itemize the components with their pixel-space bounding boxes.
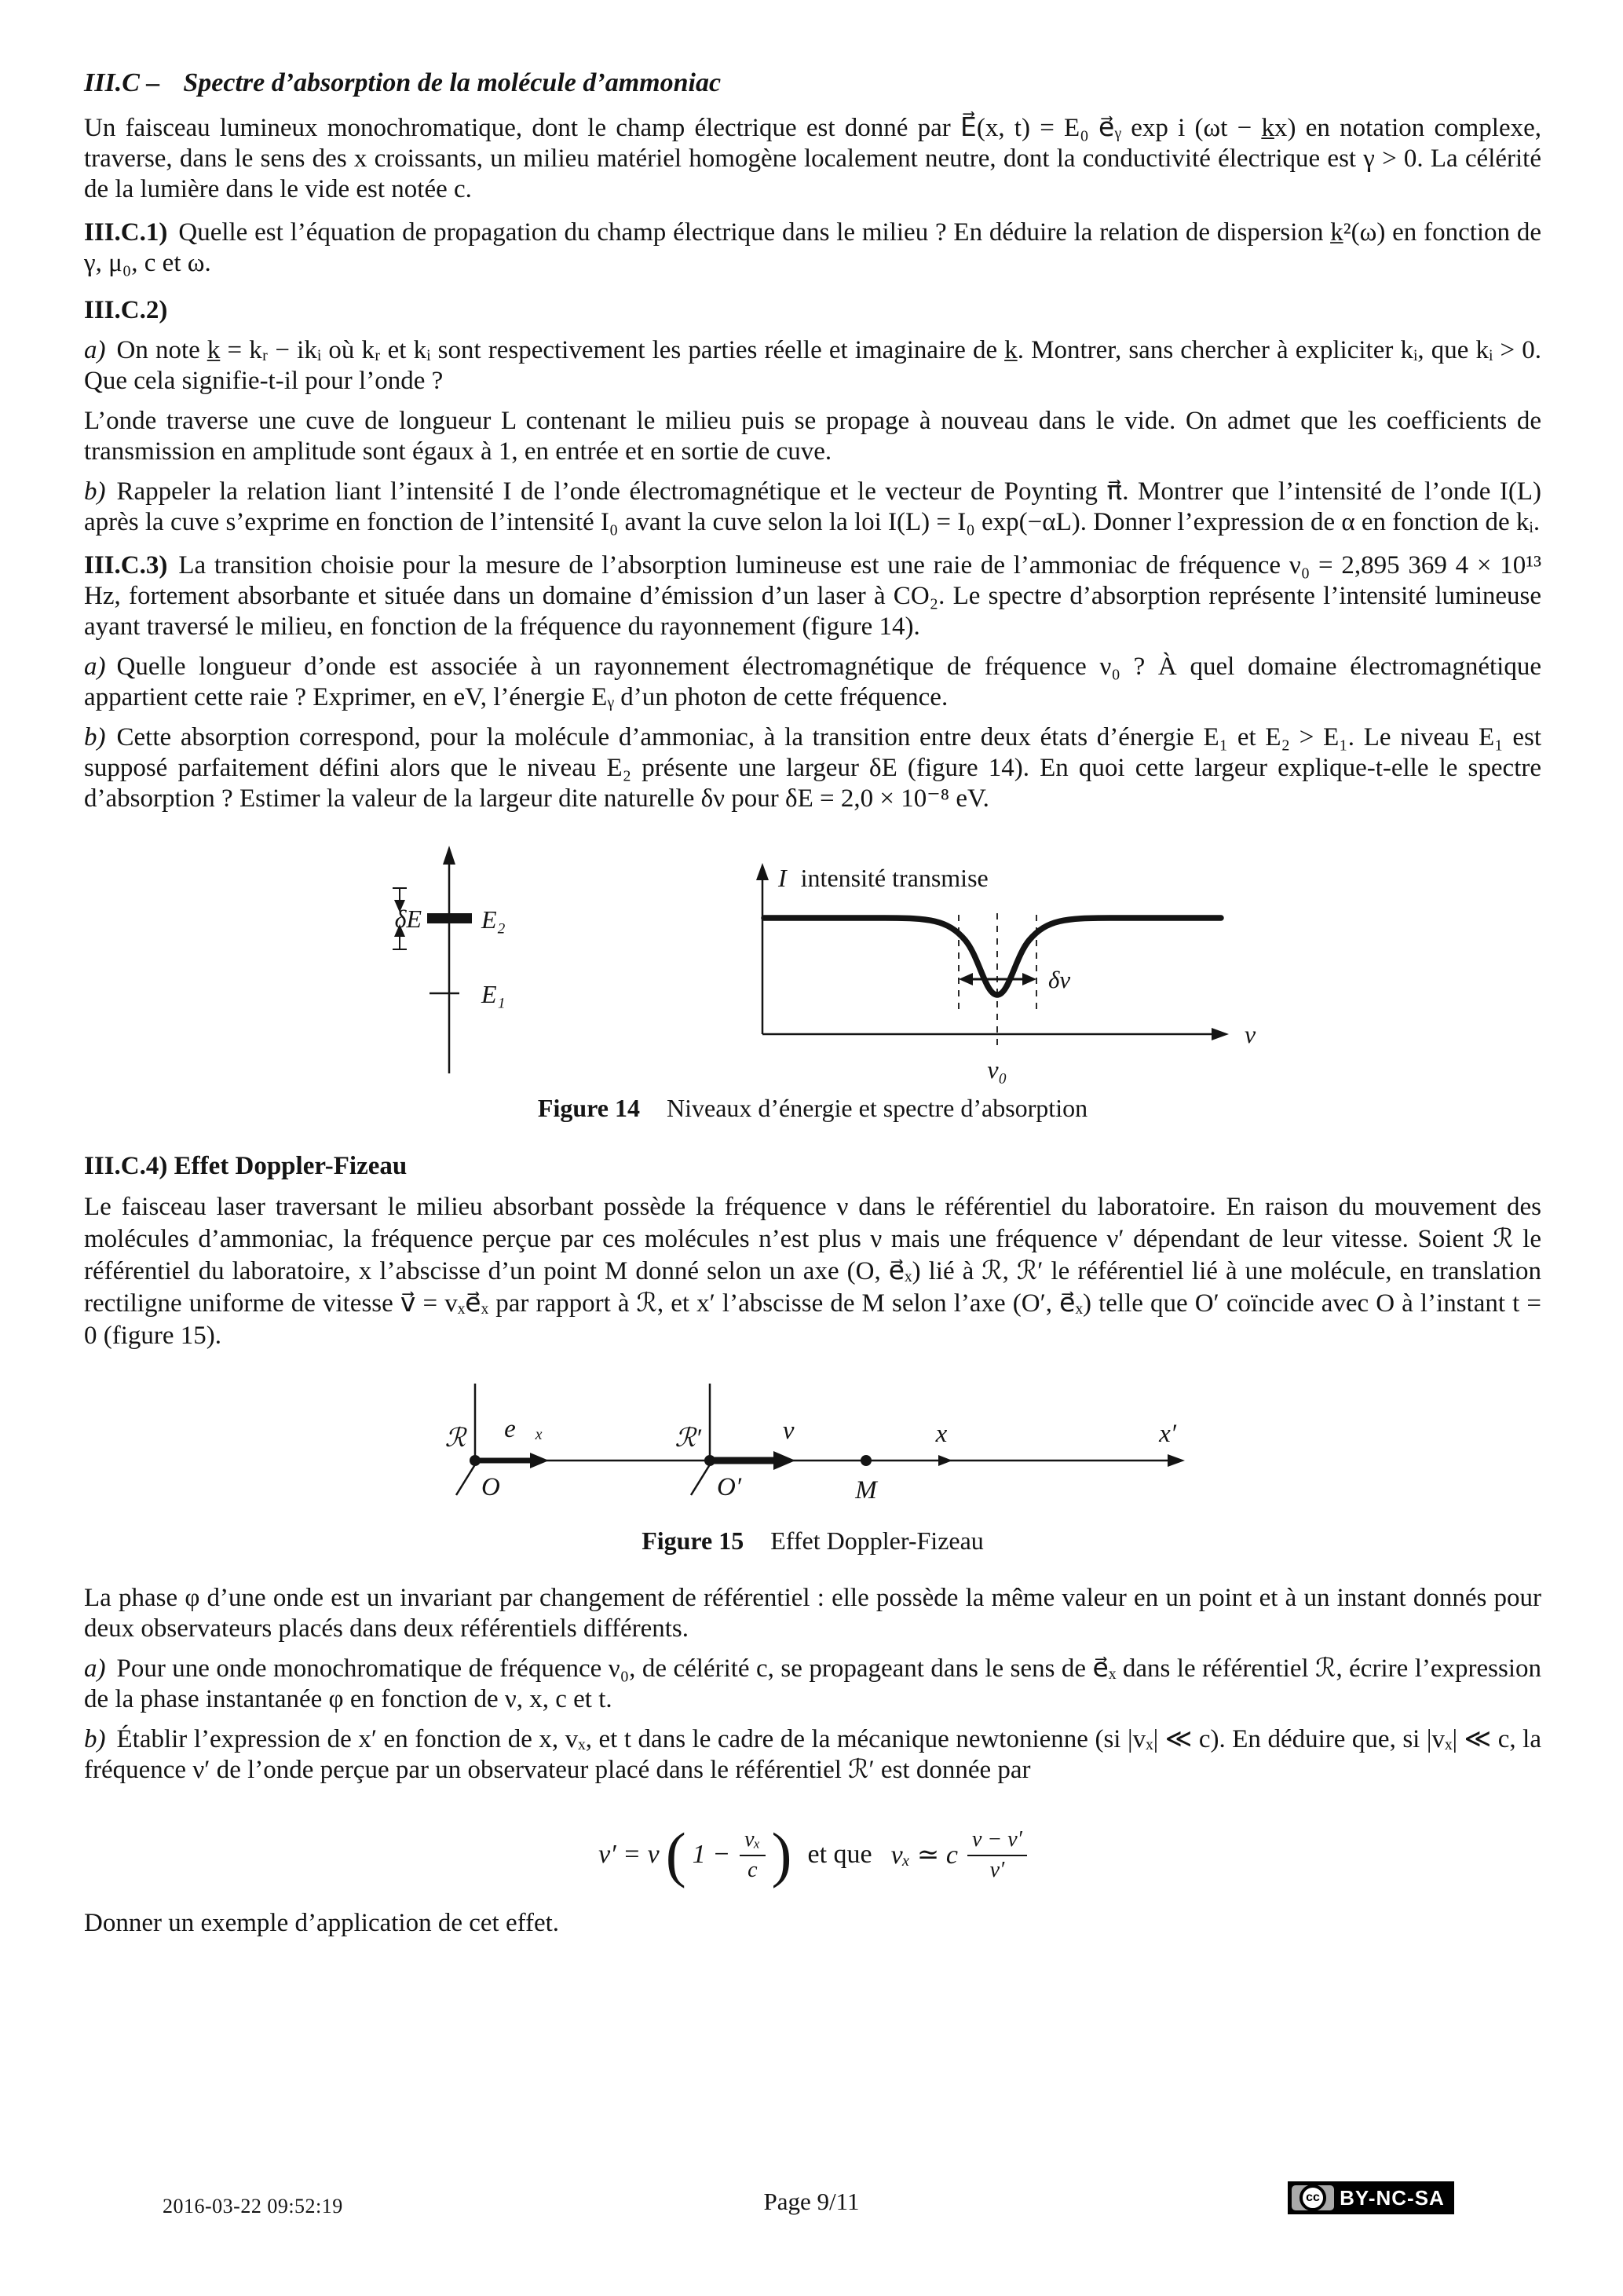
formula-fraction-nu bbox=[967, 1827, 1027, 1882]
figure-15-diagram bbox=[84, 1379, 1541, 1520]
label-frame-R: ℛ bbox=[444, 1424, 466, 1453]
question-III-C-4a bbox=[84, 1654, 1541, 1715]
origin-O-prime-slash bbox=[691, 1462, 711, 1495]
axis-x bbox=[473, 1454, 1185, 1467]
label-nu-axis: ν bbox=[1245, 1020, 1256, 1048]
question-III-C-3 bbox=[84, 550, 1541, 642]
question-III-C-3a bbox=[84, 652, 1541, 713]
formula-connector: et que bbox=[807, 1840, 872, 1869]
fraction-denominator: c bbox=[748, 1857, 758, 1882]
figure-15-caption bbox=[84, 1525, 1541, 1556]
figure-14-caption bbox=[84, 1092, 1541, 1124]
formula-open-paren: ( bbox=[665, 1819, 686, 1888]
section-number: III.C – bbox=[84, 68, 160, 97]
label-deltaE: δE bbox=[394, 905, 422, 933]
label-O-prime: O′ bbox=[717, 1473, 742, 1501]
deltaNu-left-arrowhead-icon bbox=[959, 973, 973, 985]
label-x-prime: x′ bbox=[1159, 1420, 1176, 1448]
label-intensity-axis: I intensité transmise bbox=[778, 864, 989, 892]
origin-O-slash bbox=[456, 1462, 477, 1495]
x-axis-arrowhead-icon bbox=[1168, 1454, 1185, 1467]
figure-15 bbox=[84, 1379, 1541, 1556]
question-text: La transition choisie pour la mesure de l’absorption lumineuse est une raie de l’ammoniac de fréquence ν₀ = 2,895 369 4 × 10¹³ Hz, fortement absorbante et située dans un domaine d’émission d’un laser à CO₂. Le spectre d’absorption représente l’intensité lumineuse ayant traversé le milieu, en fonction de la fréquence du rayonnement (figure 14). bbox=[84, 551, 1541, 641]
label-ex-vector: e⃗ₓ bbox=[504, 1415, 543, 1443]
subquestion-text: Cette absorption correspond, pour la molécule d’ammoniac, à la transition entre deux états d’énergie E₁ et E₂ > E₁. Le niveau E₁ est supposé parfaitement défini alors que le niveau E₂ présente une largeur δE (figure 14). En quoi cette largeur explique-t-elle le spectre d’absorption ? Estimer la valeur de la largeur dite naturelle δν pour δE = 2,0 × 10⁻⁸ eV. bbox=[84, 723, 1541, 813]
paragraph-intro: Un faisceau lumineux monochromatique, dont le champ électrique est donné par E⃗(x, t) = E₀ e⃗ᵧ exp i (ωt − k̲x) en notation complexe, traverse, dans le sens des x croissants, un milieu matériel homogène localement neutre, dont la conductivité électrique est γ > 0. La célérité de la lumière dans le vide est notée c. bbox=[84, 114, 1541, 203]
x-direction-arrowhead-icon bbox=[938, 1455, 952, 1466]
question-heading-text: Effet Doppler-Fizeau bbox=[174, 1152, 408, 1180]
figure-14-diagram bbox=[84, 844, 1541, 1088]
intensity-axis-arrowhead-icon bbox=[756, 863, 769, 880]
figure-14-caption-text: Niveaux d’énergie et spectre d’absorption bbox=[666, 1094, 1088, 1122]
figure-15-caption-label: Figure 15 bbox=[642, 1526, 744, 1555]
figure-15-caption-text: Effet Doppler-Fizeau bbox=[770, 1526, 984, 1555]
frequency-axis-arrowhead-icon bbox=[1212, 1028, 1229, 1040]
question-III-C-2-heading: III.C.2) bbox=[84, 296, 168, 324]
formula-rhs: vₓ ≃ c bbox=[890, 1841, 958, 1870]
subquestion-letter: a) bbox=[84, 336, 106, 364]
footer-timestamp: 2016-03-22 09:52:19 bbox=[163, 2195, 343, 2217]
question-number: III.C.1) bbox=[84, 218, 168, 247]
fraction-denominator: ν′ bbox=[989, 1857, 1005, 1882]
question-III-C-1 bbox=[84, 218, 1541, 279]
label-E2: E₂ bbox=[481, 905, 506, 934]
label-frame-R-prime: ℛ′ bbox=[674, 1424, 701, 1453]
level-E2-band bbox=[427, 913, 472, 923]
formula-close-paren: ) bbox=[771, 1819, 792, 1888]
question-number: III.C.4) bbox=[84, 1152, 168, 1180]
question-III-C-2a bbox=[84, 335, 1541, 397]
subquestion-letter: b) bbox=[84, 1725, 106, 1753]
fraction-numerator: ν − ν′ bbox=[967, 1827, 1027, 1855]
question-text: Quelle est l’équation de propagation du champ électrique dans le milieu ? En déduire la relation de dispersion k̲²(ω) en fonction de γ, μ₀, c et ω. bbox=[84, 218, 1541, 277]
subquestion-letter: b) bbox=[84, 477, 106, 506]
cc-logo-panel bbox=[1292, 2185, 1334, 2210]
footer-page-number: Page 9/11 bbox=[763, 2188, 860, 2215]
question-III-C-3b bbox=[84, 722, 1541, 814]
subquestion-text: Quelle longueur d’onde est associée à un rayonnement électromagnétique de fréquence ν₀ ? À quel domaine électromagnétique appartient cette raie ? Exprimer, en eV, l’énergie Eᵧ d’un photon de cette fréquence. bbox=[84, 653, 1541, 711]
v-vector-arrowhead-icon bbox=[773, 1451, 795, 1470]
page-content bbox=[84, 0, 1541, 1939]
absorption-curve bbox=[764, 918, 1221, 995]
point-M-dot bbox=[861, 1455, 872, 1466]
fraction-numerator: vₓ bbox=[740, 1827, 765, 1855]
cc-license-badge bbox=[1288, 2181, 1454, 2214]
label-x: x bbox=[935, 1420, 948, 1448]
paragraph-phase-invariant: La phase φ d’une onde est un invariant par changement de référentiel : elle possède la même valeur en un point et à un instant donnés pour deux observateurs placés dans deux référentiels différents. bbox=[84, 1584, 1541, 1643]
label-nu0: ν₀ bbox=[987, 1055, 1007, 1084]
subquestion-letter: a) bbox=[84, 653, 106, 681]
figure-14-caption-label: Figure 14 bbox=[537, 1094, 640, 1122]
subquestion-text: Pour une onde monochromatique de fréquence ν₀, de célérité c, se propageant dans le sens de e⃗ₓ dans le référentiel ℛ, écrire l’expression de la phase instantanée φ en fonction de ν, x, c et t. bbox=[84, 1654, 1541, 1713]
label-v-vector: v⃗ bbox=[782, 1417, 815, 1445]
paragraph-doppler-intro: Le faisceau laser traversant le milieu absorbant possède la fréquence ν dans le référentiel du laboratoire. En raison du mouvement des molécules d’ammoniac, la fréquence perçue par ces molécules n’est plus ν mais une fréquence ν′ dépendant de leur vitesse. Soient ℛ le référentiel du laboratoire, x l’abscisse d’un point M donné selon un axe (O, e⃗ₓ) lié à ℛ, ℛ′ le référentiel lié à une molécule, en translation rectiligne uniforme de vitesse v⃗ = vₓe⃗ₓ par rapport à ℛ, et x′ l’abscisse de M selon l’axe (O′, e⃗ₓ) telle que O′ coïncide avec O à l’instant t = 0 (figure 15). bbox=[84, 1193, 1541, 1350]
linewidth-markers bbox=[959, 913, 1036, 1050]
formula-fraction-vx-c bbox=[740, 1827, 765, 1882]
label-O: O bbox=[481, 1473, 500, 1501]
formula-one-minus: 1 − bbox=[692, 1840, 731, 1869]
paragraph-cuve: L’onde traverse une cuve de longueur L contenant le milieu puis se propage à nouveau dans le vide. On admet que les coefficients de transmission en amplitude sont égaux à 1, en entrée et en sortie de cuve. bbox=[84, 407, 1541, 466]
cc-logo-icon: cc bbox=[1299, 2184, 1326, 2211]
subquestion-letter: a) bbox=[84, 1654, 106, 1683]
cc-license-text: BY-NC-SA bbox=[1340, 2185, 1445, 2210]
formula-lhs: ν′ = ν bbox=[598, 1840, 660, 1869]
question-III-C-4b bbox=[84, 1724, 1541, 1786]
doppler-formula bbox=[84, 1814, 1541, 1896]
energy-axis-arrowhead-icon bbox=[443, 846, 455, 865]
question-number: III.C.3) bbox=[84, 551, 168, 579]
question-III-C-4-heading bbox=[84, 1150, 1541, 1182]
label-M: M bbox=[855, 1476, 877, 1504]
label-deltaNu: δν bbox=[1048, 966, 1071, 993]
section-title bbox=[84, 66, 1541, 101]
figure-14 bbox=[84, 844, 1541, 1124]
subquestion-text: Rappeler la relation liant l’intensité I de l’onde électromagnétique et le vecteur de Poynting π⃗. Montrer que l’intensité de l’onde I(L) après la cuve s’exprime en fonction de l’intensité I₀ avant la cuve selon la loi I(L) = I₀ exp(−αL). Donner l’expression de α en fonction de kᵢ. bbox=[84, 477, 1541, 536]
subquestion-letter: b) bbox=[84, 723, 106, 751]
section-title-text: Spectre d’absorption de la molécule d’ammoniac bbox=[183, 68, 722, 97]
subquestion-text: Établir l’expression de x′ en fonction de x, vₓ, et t dans le cadre de la mécanique newtonienne (si |vₓ| ≪ c). En déduire que, si |vₓ| ≪ c, la fréquence ν′ de l’onde perçue par un observateur placé dans le référentiel ℛ′ est donnée par bbox=[84, 1725, 1541, 1784]
paragraph-closing: Donner un exemple d’application de cet effet. bbox=[84, 1909, 560, 1937]
frame-R-prime bbox=[691, 1384, 795, 1495]
deltaNu-right-arrowhead-icon bbox=[1022, 973, 1036, 985]
subquestion-text: On note k̲ = kᵣ − ikᵢ où kᵣ et kᵢ sont respectivement les parties réelle et imaginaire de k̲. Montrer, sans chercher à expliciter kᵢ, que kᵢ > 0. Que cela signifie-t-il pour l’onde ? bbox=[84, 336, 1541, 395]
ex-vector-arrowhead-icon bbox=[530, 1453, 549, 1468]
label-E1: E₁ bbox=[481, 980, 506, 1008]
energy-axis bbox=[443, 846, 455, 1073]
question-III-C-2b bbox=[84, 477, 1541, 538]
